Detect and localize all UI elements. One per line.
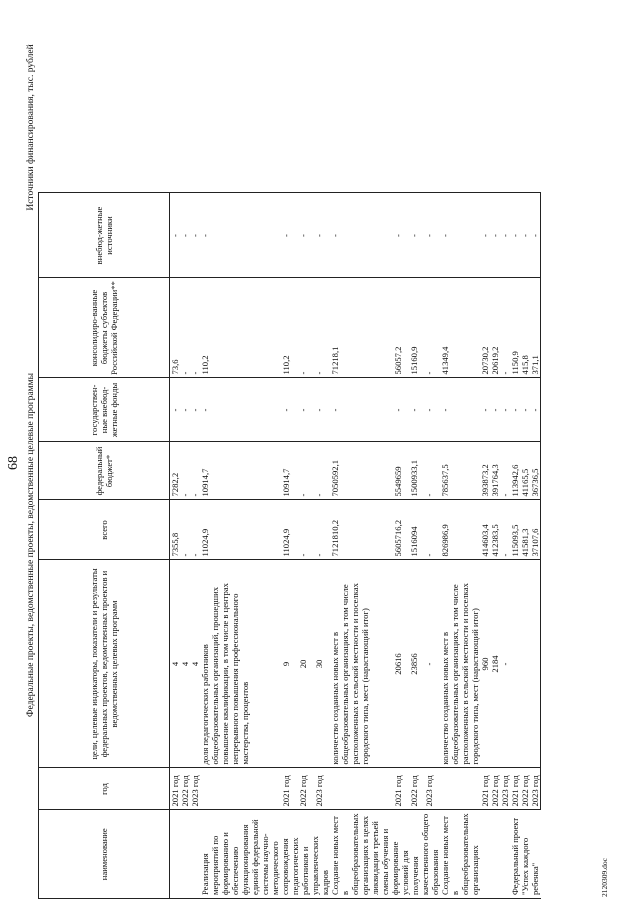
regional-cell: - — [500, 278, 510, 378]
other-cell: - — [480, 193, 490, 278]
total-cell: 826986,9 — [440, 500, 480, 560]
state-funds-cell: - — [180, 378, 190, 442]
regional-cell: 110,2 — [200, 278, 281, 378]
regional-cell: 371,1 — [530, 278, 541, 378]
table-row — [330, 193, 393, 899]
federal-cell: 1500933,1 — [409, 442, 425, 500]
table-row — [440, 193, 480, 899]
other-cell: - — [440, 193, 480, 278]
other-cell: - — [520, 193, 530, 278]
total-cell: 11024,9 — [281, 500, 297, 560]
regional-cell: 71218,1 — [330, 278, 393, 378]
other-cell: - — [200, 193, 281, 278]
table-row — [490, 193, 500, 899]
other-cell: - — [281, 193, 297, 278]
project-name — [170, 810, 181, 899]
indicator-value: 960 — [480, 560, 490, 768]
indicator-value: 2184 — [490, 560, 500, 768]
year-cell: 2023 год — [190, 768, 200, 810]
total-cell: - — [180, 500, 190, 560]
table-row — [170, 193, 181, 899]
year-cell: 2023 год — [424, 768, 440, 810]
indicator-value — [510, 560, 520, 768]
other-cell: - — [424, 193, 440, 278]
federal-cell: 10914,7 — [200, 442, 281, 500]
table-row — [424, 193, 440, 899]
regional-cell: - — [190, 278, 200, 378]
indicator-value: 20 — [298, 560, 314, 768]
other-cell: - — [490, 193, 500, 278]
project-name: Создание новых мест в общеобразовательных организациях в целях ликвидации третьей смены обучения и формирование условий для получения качественного общего образования — [330, 810, 440, 899]
regional-cell: 56057,2 — [393, 278, 409, 378]
total-cell: 7355,8 — [170, 500, 181, 560]
table-row — [298, 193, 314, 899]
state-funds-cell: - — [530, 378, 541, 442]
year-cell: 2023 год — [314, 768, 330, 810]
other-cell: - — [190, 193, 200, 278]
funding-table — [38, 193, 541, 900]
regional-cell: 1150,9 — [510, 278, 520, 378]
project-name: Федеральный проект "Успех каждого ребенка" — [510, 810, 541, 899]
total-cell: - — [190, 500, 200, 560]
state-funds-cell: - — [298, 378, 314, 442]
indicator-value — [530, 560, 541, 768]
federal-cell: - — [298, 442, 314, 500]
total-cell: 11024,9 — [200, 500, 281, 560]
indicator-value: - — [500, 560, 510, 768]
state-funds-cell: - — [200, 378, 281, 442]
table-row — [500, 193, 510, 899]
state-funds-cell: - — [330, 378, 393, 442]
regional-cell: 20730,2 — [480, 278, 490, 378]
federal-cell: - — [424, 442, 440, 500]
total-cell: - — [298, 500, 314, 560]
regional-cell: 41349,4 — [440, 278, 480, 378]
state-funds-cell: - — [490, 378, 500, 442]
total-cell: 41581,3 — [520, 500, 530, 560]
header-row — [39, 193, 170, 899]
other-cell: - — [500, 193, 510, 278]
col-total: всего — [39, 500, 170, 560]
table-row — [180, 193, 190, 899]
other-cell: - — [510, 193, 520, 278]
indicator-value: 9 — [281, 560, 297, 768]
total-cell: 412383,5 — [490, 500, 500, 560]
other-cell: - — [330, 193, 393, 278]
project-name: Создание новых мест в общеобразовательных организациях — [440, 810, 510, 899]
indicator-text: количество созданных новых мест в общеобразовательных организациях, в том числе расположенных в сельской местности и поселках городского типа, мест (нарастающий итог) — [330, 560, 393, 768]
table-row — [281, 193, 297, 899]
state-funds-cell: - — [393, 378, 409, 442]
col-other: внебюд-жетные источники — [39, 193, 170, 278]
total-cell: 5605716,2 — [393, 500, 409, 560]
total-cell: 1516094 — [409, 500, 425, 560]
year-cell: 2021 год — [480, 768, 490, 810]
funding-sources-title: Источники финансирования, тыс. рублей — [26, 44, 36, 211]
total-cell: 414603,4 — [480, 500, 490, 560]
year-cell: 2022 год — [180, 768, 190, 810]
federal-cell: 5549659 — [393, 442, 409, 500]
federal-cell: 113942,6 — [510, 442, 520, 500]
indicator-value: 4 — [180, 560, 190, 768]
other-cell: - — [180, 193, 190, 278]
col-year: год — [39, 768, 170, 810]
other-cell: - — [298, 193, 314, 278]
federal-cell: 785637,5 — [440, 442, 480, 500]
year-cell: 2022 год — [490, 768, 500, 810]
indicator-value: 20616 — [393, 560, 409, 768]
year-cell: 2021 год — [281, 768, 297, 810]
state-funds-cell: - — [170, 378, 181, 442]
table-row — [480, 193, 490, 899]
state-funds-cell: - — [520, 378, 530, 442]
other-cell: - — [170, 193, 181, 278]
regional-cell: - — [180, 278, 190, 378]
table-row — [409, 193, 425, 899]
total-cell: - — [314, 500, 330, 560]
other-cell: - — [314, 193, 330, 278]
federal-cell: - — [190, 442, 200, 500]
project-name: Реализация мероприятий по формированию и обеспечению функционирования единой федеральной системы научно-методического сопровождения педагогических работников и управленческих кадров — [200, 810, 330, 899]
federal-cell: 10914,7 — [281, 442, 297, 500]
indicator-value — [520, 560, 530, 768]
federal-cell: - — [500, 442, 510, 500]
federal-cell: 393873,2 — [480, 442, 490, 500]
federal-cell: 391764,3 — [490, 442, 500, 500]
table-row — [190, 193, 200, 899]
state-funds-cell: - — [510, 378, 520, 442]
regional-cell: - — [314, 278, 330, 378]
state-funds-cell: - — [424, 378, 440, 442]
table-row — [393, 193, 409, 899]
state-funds-cell: - — [314, 378, 330, 442]
year-cell: 2021 год — [170, 768, 181, 810]
regional-cell: 20619,2 — [490, 278, 500, 378]
federal-cell: - — [180, 442, 190, 500]
total-cell: 115093,5 — [510, 500, 520, 560]
federal-cell: 7050592,1 — [330, 442, 393, 500]
section-title: Федеральные проекты, ведомственные проекты, ведомственные целевые программы — [26, 373, 36, 717]
regional-cell: - — [424, 278, 440, 378]
indicator-value: - — [424, 560, 440, 768]
year-cell: 2022 год — [520, 768, 530, 810]
indicator-text: количество созданных новых мест в общеобразовательных организациях, в том числе расположенных в сельской местности и поселках городского типа, мест (нарастающий итог) — [440, 560, 480, 768]
indicator-value: 4 — [170, 560, 181, 768]
indicator-value: 23856 — [409, 560, 425, 768]
state-funds-cell: - — [500, 378, 510, 442]
page-number: 68 — [6, 456, 21, 470]
state-funds-cell: - — [409, 378, 425, 442]
other-cell: - — [409, 193, 425, 278]
state-funds-cell: - — [440, 378, 480, 442]
col-indicators: цели, целевые индикаторы, показатели и результаты федеральных проектов, ведомственных проектов и ведомственных целевых программ — [39, 560, 170, 768]
total-cell: - — [424, 500, 440, 560]
other-cell: - — [530, 193, 541, 278]
regional-cell: 415,8 — [520, 278, 530, 378]
regional-cell: 110,2 — [281, 278, 297, 378]
col-name: наименование — [39, 810, 170, 899]
regional-cell: 15160,9 — [409, 278, 425, 378]
federal-cell: 36736,5 — [530, 442, 541, 500]
other-cell: - — [393, 193, 409, 278]
total-cell: 7121810,2 — [330, 500, 393, 560]
indicator-value: 30 — [314, 560, 330, 768]
year-cell: 2022 год — [409, 768, 425, 810]
col-regional: консолидиро-ванные бюджеты субъектов Российской Федерации** — [39, 278, 170, 378]
table-row — [200, 193, 281, 899]
year-cell: 2023 год — [500, 768, 510, 810]
state-funds-cell: - — [281, 378, 297, 442]
year-cell: 2021 год — [510, 768, 520, 810]
state-funds-cell: - — [480, 378, 490, 442]
year-cell: 2023 год — [530, 768, 541, 810]
regional-cell: 73,6 — [170, 278, 181, 378]
table-row — [314, 193, 330, 899]
federal-cell: 41165,5 — [520, 442, 530, 500]
total-cell: 37107,6 — [530, 500, 541, 560]
regional-cell: - — [298, 278, 314, 378]
col-federal: федеральный бюджет* — [39, 442, 170, 500]
file-name-footer: 2120309.doc — [600, 858, 609, 897]
federal-cell: 7282,2 — [170, 442, 181, 500]
total-cell: - — [500, 500, 510, 560]
year-cell: 2021 год — [393, 768, 409, 810]
table-row — [510, 193, 520, 899]
state-funds-cell: - — [190, 378, 200, 442]
federal-cell: - — [314, 442, 330, 500]
col-state-funds: государствен-ные внебюд-жетные фонды — [39, 378, 170, 442]
indicator-value: 4 — [190, 560, 200, 768]
table-row — [530, 193, 541, 899]
year-cell: 2022 год — [298, 768, 314, 810]
indicator-text: доля педагогических работников общеобразовательных организаций, прошедших повышение квалификации, в том числе в центрах непрерывного повышения профессионального мастерства, процентов — [200, 560, 281, 768]
table-row — [520, 193, 530, 899]
